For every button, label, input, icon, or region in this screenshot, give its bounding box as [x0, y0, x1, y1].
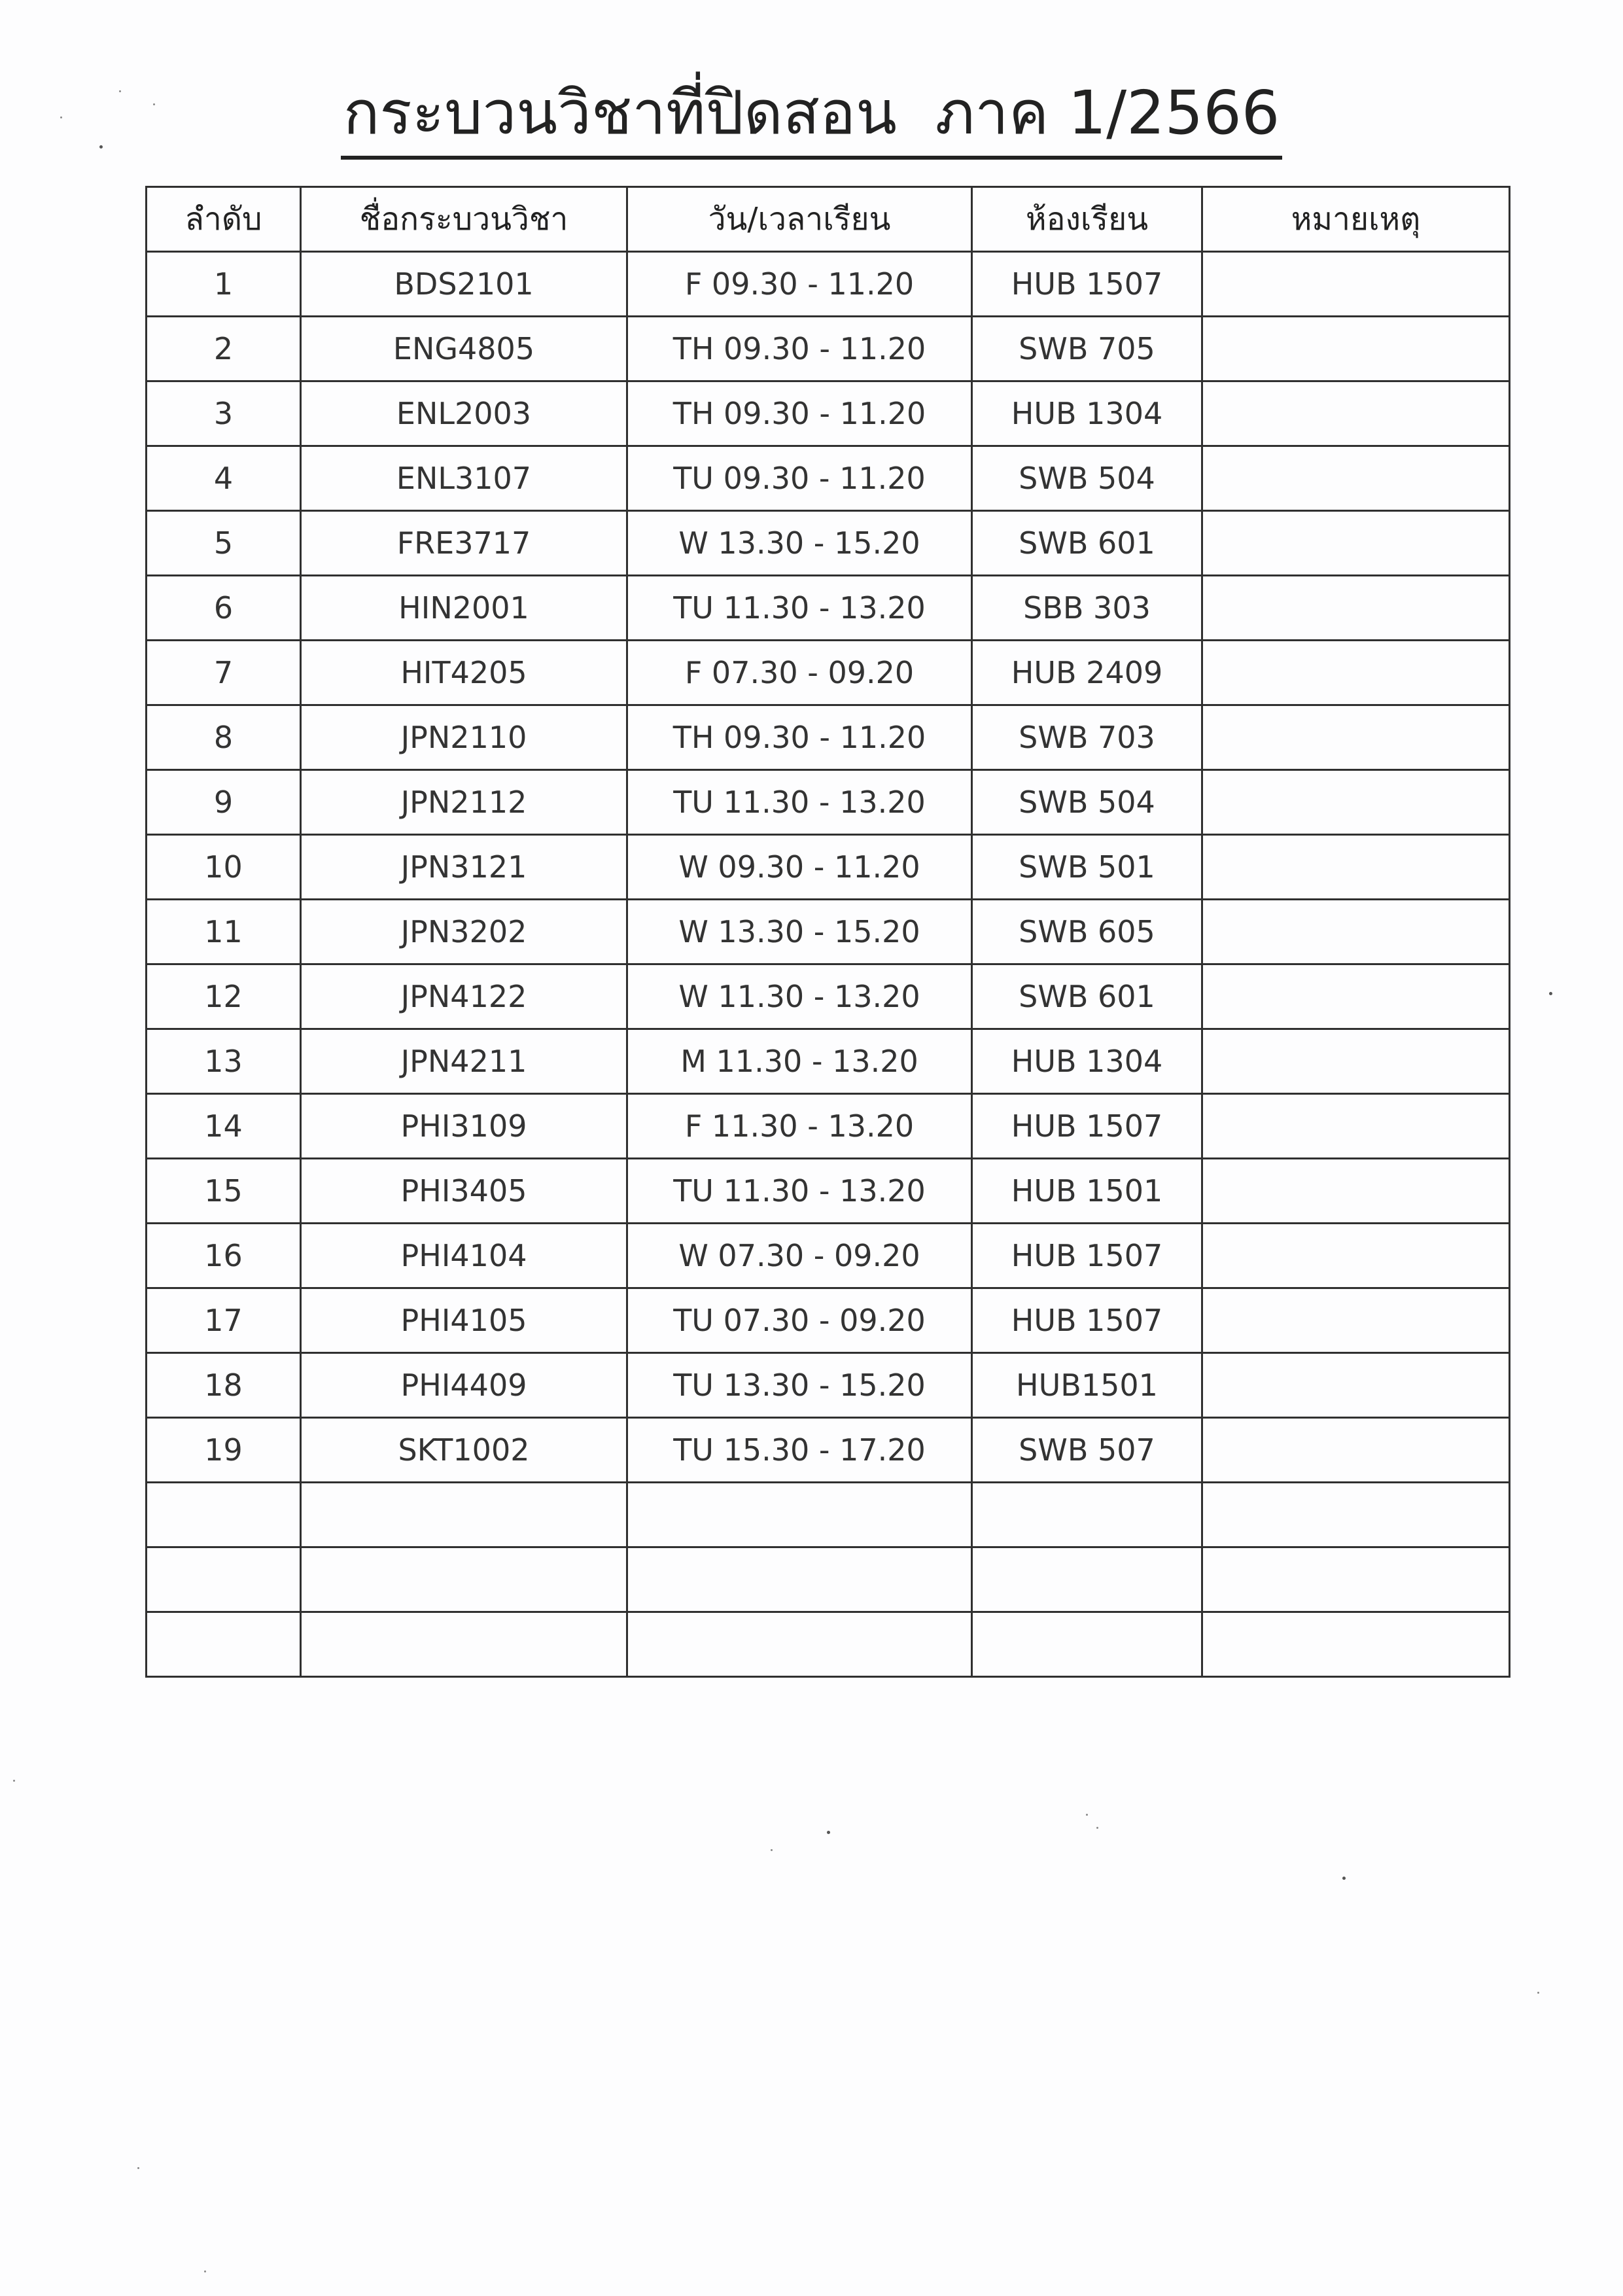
remark-cell	[1202, 1159, 1510, 1224]
room-cell: SWB 501	[972, 835, 1202, 900]
row-number-cell: 17	[147, 1288, 301, 1353]
table-row	[147, 252, 1510, 317]
row-number-cell	[147, 1483, 301, 1547]
table-row	[147, 1483, 1510, 1547]
remark-cell	[1202, 511, 1510, 576]
row-number-cell: 6	[147, 576, 301, 641]
course-code-cell	[301, 1612, 627, 1677]
row-number-cell: 4	[147, 446, 301, 511]
day-time-cell	[627, 1612, 972, 1677]
day-time-cell: W 07.30 - 09.20	[627, 1224, 972, 1288]
table-row	[147, 705, 1510, 770]
day-time-cell: W 09.30 - 11.20	[627, 835, 972, 900]
day-time-cell: TU 11.30 - 13.20	[627, 576, 972, 641]
course-code-cell: BDS2101	[301, 252, 627, 317]
table-row	[147, 1159, 1510, 1224]
table-row	[147, 576, 1510, 641]
scan-speck	[153, 103, 155, 105]
table-row	[147, 641, 1510, 705]
room-cell	[972, 1612, 1202, 1677]
day-time-cell: TU 15.30 - 17.20	[627, 1418, 972, 1483]
table-row	[147, 1288, 1510, 1353]
row-number-cell: 13	[147, 1029, 301, 1094]
page-title	[0, 71, 1623, 160]
day-time-cell: TH 09.30 - 11.20	[627, 317, 972, 381]
room-cell: SWB 601	[972, 964, 1202, 1029]
course-code-cell: PHI3109	[301, 1094, 627, 1159]
page-title-text: กระบวนวิชาที่ปิดสอน ภาค 1/2566	[341, 71, 1283, 160]
room-cell	[972, 1547, 1202, 1612]
row-number-cell: 14	[147, 1094, 301, 1159]
day-time-cell: TH 09.30 - 11.20	[627, 381, 972, 446]
remark-cell	[1202, 381, 1510, 446]
room-cell: SWB 504	[972, 446, 1202, 511]
header-course-name: ชื่อกระบวนวิชา	[301, 187, 627, 252]
remark-cell	[1202, 900, 1510, 964]
day-time-cell: M 11.30 - 13.20	[627, 1029, 972, 1094]
room-cell: SWB 605	[972, 900, 1202, 964]
scan-speck	[137, 2167, 139, 2169]
scan-speck	[13, 1780, 15, 1782]
row-number-cell	[147, 1547, 301, 1612]
scan-speck	[1549, 992, 1552, 995]
remark-cell	[1202, 1353, 1510, 1418]
table-row	[147, 1353, 1510, 1418]
day-time-cell: F 11.30 - 13.20	[627, 1094, 972, 1159]
course-code-cell: JPN3121	[301, 835, 627, 900]
row-number-cell: 7	[147, 641, 301, 705]
remark-cell	[1202, 1029, 1510, 1094]
day-time-cell: TU 07.30 - 09.20	[627, 1288, 972, 1353]
room-cell: SBB 303	[972, 576, 1202, 641]
room-cell: HUB 1507	[972, 1224, 1202, 1288]
room-cell: SWB 601	[972, 511, 1202, 576]
course-code-cell: JPN4122	[301, 964, 627, 1029]
room-cell: HUB 1507	[972, 1288, 1202, 1353]
remark-cell	[1202, 641, 1510, 705]
course-code-cell: ENL3107	[301, 446, 627, 511]
remark-cell	[1202, 1612, 1510, 1677]
row-number-cell: 1	[147, 252, 301, 317]
course-code-cell: PHI4104	[301, 1224, 627, 1288]
course-code-cell: PHI4409	[301, 1353, 627, 1418]
remark-cell	[1202, 1094, 1510, 1159]
day-time-cell: W 13.30 - 15.20	[627, 511, 972, 576]
course-code-cell	[301, 1483, 627, 1547]
day-time-cell: TU 13.30 - 15.20	[627, 1353, 972, 1418]
remark-cell	[1202, 1483, 1510, 1547]
course-code-cell: JPN2112	[301, 770, 627, 835]
course-code-cell: FRE3717	[301, 511, 627, 576]
table-row	[147, 446, 1510, 511]
day-time-cell	[627, 1547, 972, 1612]
scan-speck	[1096, 1827, 1098, 1829]
header-day-time: วัน/เวลาเรียน	[627, 187, 972, 252]
row-number-cell: 5	[147, 511, 301, 576]
room-cell: HUB 1501	[972, 1159, 1202, 1224]
room-cell: HUB 1304	[972, 1029, 1202, 1094]
table-row	[147, 964, 1510, 1029]
day-time-cell: TU 11.30 - 13.20	[627, 1159, 972, 1224]
table-row	[147, 1094, 1510, 1159]
course-code-cell: ENG4805	[301, 317, 627, 381]
row-number-cell: 8	[147, 705, 301, 770]
scan-speck	[771, 1849, 773, 1851]
day-time-cell: F 09.30 - 11.20	[627, 252, 972, 317]
day-time-cell: W 13.30 - 15.20	[627, 900, 972, 964]
table-row	[147, 1612, 1510, 1677]
table-row	[147, 511, 1510, 576]
course-table	[145, 186, 1510, 1678]
header-room: ห้องเรียน	[972, 187, 1202, 252]
day-time-cell	[627, 1483, 972, 1547]
day-time-cell: F 07.30 - 09.20	[627, 641, 972, 705]
room-cell: SWB 504	[972, 770, 1202, 835]
remark-cell	[1202, 770, 1510, 835]
remark-cell	[1202, 705, 1510, 770]
table-row	[147, 317, 1510, 381]
course-code-cell: PHI4105	[301, 1288, 627, 1353]
day-time-cell: TU 11.30 - 13.20	[627, 770, 972, 835]
row-number-cell: 19	[147, 1418, 301, 1483]
row-number-cell: 18	[147, 1353, 301, 1418]
room-cell: HUB 2409	[972, 641, 1202, 705]
room-cell: SWB 507	[972, 1418, 1202, 1483]
row-number-cell: 12	[147, 964, 301, 1029]
day-time-cell: TH 09.30 - 11.20	[627, 705, 972, 770]
course-code-cell: ENL2003	[301, 381, 627, 446]
remark-cell	[1202, 576, 1510, 641]
row-number-cell	[147, 1612, 301, 1677]
table-row	[147, 381, 1510, 446]
course-code-cell: JPN3202	[301, 900, 627, 964]
day-time-cell: W 11.30 - 13.20	[627, 964, 972, 1029]
course-code-cell: HIT4205	[301, 641, 627, 705]
room-cell: HUB 1304	[972, 381, 1202, 446]
scan-speck	[99, 145, 103, 149]
remark-cell	[1202, 446, 1510, 511]
row-number-cell: 3	[147, 381, 301, 446]
scan-speck	[1086, 1814, 1088, 1816]
remark-cell	[1202, 1418, 1510, 1483]
table-row	[147, 900, 1510, 964]
course-code-cell	[301, 1547, 627, 1612]
scan-speck	[204, 2270, 206, 2272]
row-number-cell: 9	[147, 770, 301, 835]
table-row	[147, 1029, 1510, 1094]
course-code-cell: HIN2001	[301, 576, 627, 641]
scan-speck	[827, 1831, 830, 1834]
room-cell: SWB 705	[972, 317, 1202, 381]
remark-cell	[1202, 835, 1510, 900]
header-number: ลำดับ	[147, 187, 301, 252]
row-number-cell: 2	[147, 317, 301, 381]
scan-speck	[1342, 1877, 1346, 1880]
table-header-row	[147, 187, 1510, 252]
room-cell: HUB 1507	[972, 252, 1202, 317]
remark-cell	[1202, 1547, 1510, 1612]
remark-cell	[1202, 252, 1510, 317]
row-number-cell: 11	[147, 900, 301, 964]
remark-cell	[1202, 317, 1510, 381]
room-cell: HUB 1507	[972, 1094, 1202, 1159]
remark-cell	[1202, 964, 1510, 1029]
row-number-cell: 10	[147, 835, 301, 900]
course-code-cell: JPN2110	[301, 705, 627, 770]
table-row	[147, 1547, 1510, 1612]
table-row	[147, 1224, 1510, 1288]
day-time-cell: TU 09.30 - 11.20	[627, 446, 972, 511]
table-row	[147, 770, 1510, 835]
row-number-cell: 16	[147, 1224, 301, 1288]
course-code-cell: JPN4211	[301, 1029, 627, 1094]
scan-speck	[60, 116, 62, 118]
table-row	[147, 1418, 1510, 1483]
course-code-cell: PHI3405	[301, 1159, 627, 1224]
remark-cell	[1202, 1224, 1510, 1288]
header-remark: หมายเหตุ	[1202, 187, 1510, 252]
scan-speck	[119, 90, 121, 92]
scan-speck	[1537, 1992, 1539, 1994]
row-number-cell: 15	[147, 1159, 301, 1224]
table-row	[147, 835, 1510, 900]
course-code-cell: SKT1002	[301, 1418, 627, 1483]
remark-cell	[1202, 1288, 1510, 1353]
room-cell: SWB 703	[972, 705, 1202, 770]
room-cell	[972, 1483, 1202, 1547]
room-cell: HUB1501	[972, 1353, 1202, 1418]
